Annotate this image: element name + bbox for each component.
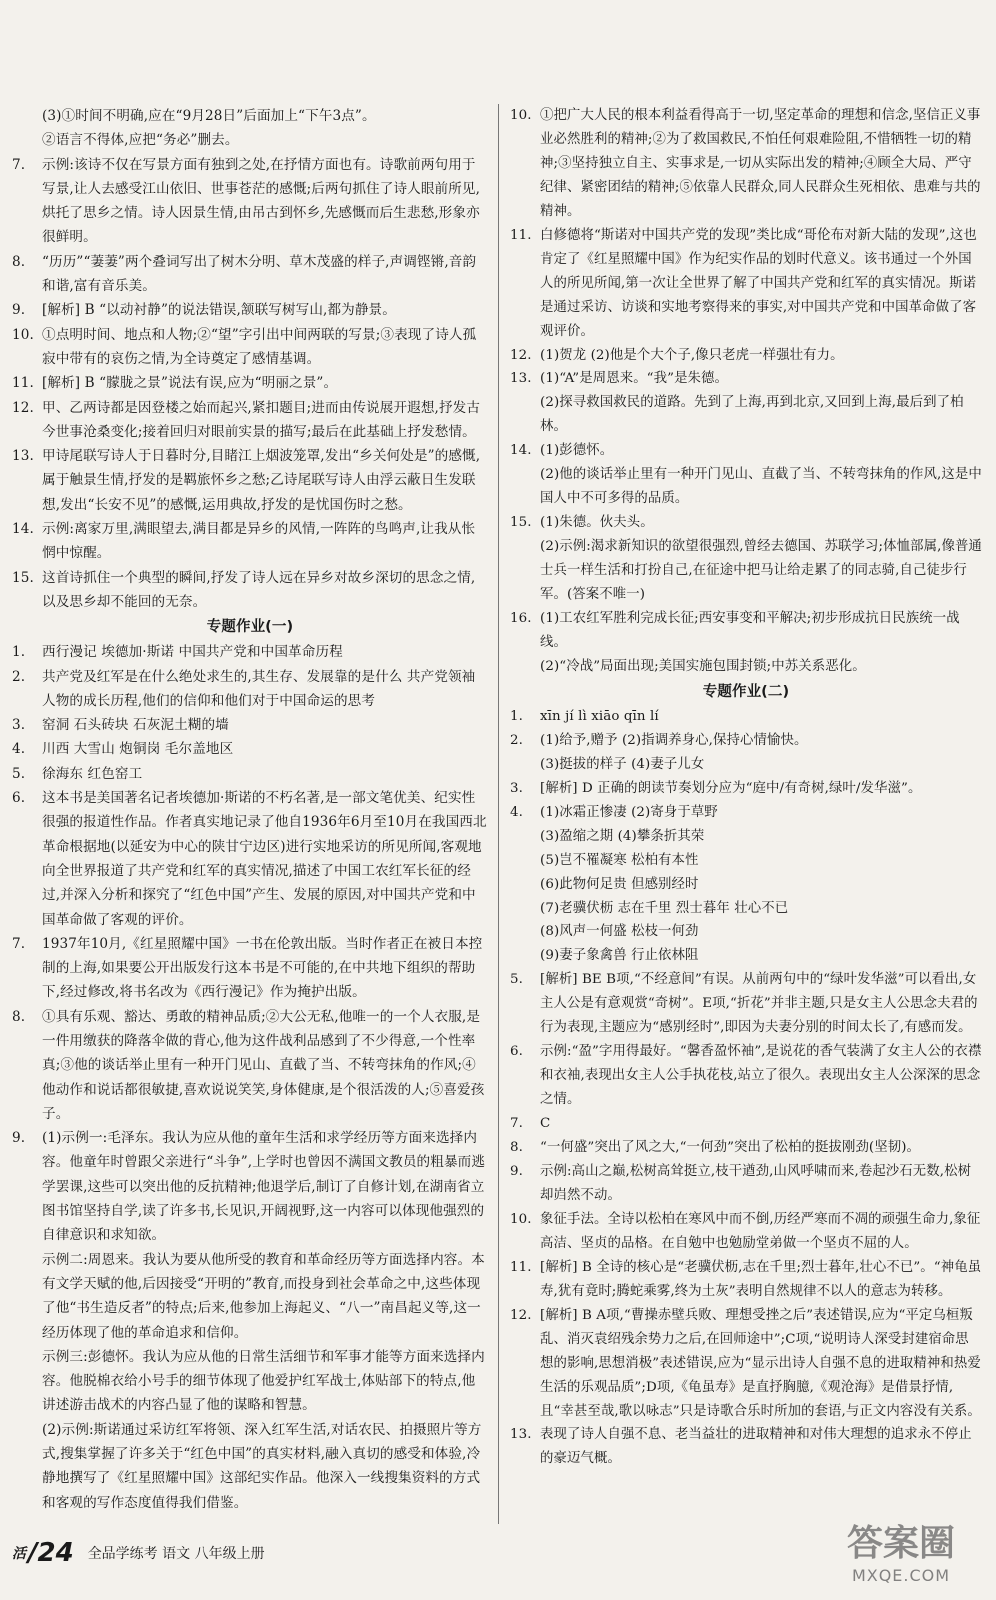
answer-item [12, 786, 488, 932]
item-text: “一何盛”突出了风之大,“一何劲”突出了松柏的挺拔刚劲(坚韧)。 [540, 1140, 921, 1156]
item-text: (1)“A”是周恩来。“我”是朱德。 [540, 371, 729, 387]
item-number: 6. [12, 790, 26, 807]
item-text: (2)“冷战”局面出现;美国实施包围封锁;中苏关系恶化。 [540, 658, 866, 674]
answer-item [510, 1136, 982, 1160]
answer-item [12, 153, 488, 250]
item-number: 2. [12, 668, 26, 685]
answer-item [12, 762, 488, 786]
answer-item [12, 1248, 488, 1345]
item-text: (3)①时间不明确,应在“9月28日”后面加上“下午3点”。 [42, 108, 376, 124]
answer-item [510, 729, 982, 753]
item-number: 6. [510, 1044, 523, 1060]
item-text: [解析] B A项,“曹操赤壁兵败、理想受挫之后”表述错误,应为“平定乌桓叛乱、消灭袁绍残余势力之后,在回师途中”;C项,“说明诗人深受封建宿命思想的影响,思想消极”表述错误,应为“显示出诗人自强不息的进取精神和热爱生活的乐观品质”;D项,《龟虽寿》是直抒胸臆,《观沧海》是借景抒情,且“幸甚至哉,歌以咏志”只是诗歌合乐时所加的套语,与正文内容没有关系。 [540, 1307, 981, 1419]
item-text: ①点明时间、地点和人物;②“望”字引出中间两联的写景;③表现了诗人孤寂中带有的哀伤之情,为全诗奠定了感情基调。 [42, 326, 477, 367]
item-text: 示例:“盈”字用得最好。“馨香盈怀袖”,是说花的香气装满了女主人公的衣襟和衣袖,表现出女主人公手执花枝,站立了很久。表现出女主人公深深的思念之情。 [540, 1044, 982, 1108]
answer-item [510, 463, 982, 511]
item-text: (1)冰霜正惨凄 (2)寄身于草野 [540, 804, 718, 820]
item-text: ①具有乐观、豁达、勇敢的精神品质;②大公无私,他唯一的一个人衣服,是一件用缴获的降落伞做的背心,他为这件战利品感到了不少得意,一个性率真;③他的谈话举止里有一种开门见山、直截了当、不转弯抹角的作风;④他动作和说话都很敏捷,喜欢说说笑笑,身体健康,是个很活泼的人;⑤喜爱孩子。 [42, 1008, 485, 1122]
item-text: (1)给予,赠予 (2)指调养身心,保持心情愉快。 [540, 732, 808, 748]
item-text: (7)老骥伏枥 志在千里 烈士暮年 壮心不已 [540, 900, 789, 916]
item-number: 10. [510, 108, 532, 123]
item-number: 12. [510, 347, 532, 363]
page-number: /24 [28, 1538, 74, 1568]
item-number: 11. [12, 375, 34, 392]
item-text: 窑洞 石头砖块 石灰泥土糊的墙 [42, 717, 229, 734]
item-number [510, 463, 540, 511]
answer-item [510, 1208, 982, 1256]
answer-item [12, 1126, 488, 1247]
item-text: (1)工农红军胜利完成长征;西安事变和平解决;初步形成抗日民族统一战线。 [540, 611, 960, 650]
item-text: (2)他的谈话举止里有一种开门见山、直截了当、不转弯抹角的作风,这是中国人中不可多得的品质。 [540, 467, 982, 507]
item-text: 川西 大雪山 炮铜岗 毛尔盖地区 [42, 741, 234, 758]
item-text: 表现了诗人自强不息、老当益壮的进取精神和对伟大理想的追求永不停止的豪迈气概。 [540, 1427, 972, 1467]
answer-item [510, 511, 982, 535]
answer-item [510, 753, 982, 777]
item-text: ①把广大人民的根本利益看得高于一切,坚定革命的理想和信念,坚信正义事业必然胜利的精神;②为了救国救民,不怕任何艰难险阻,不惜牺牲一切的精神;③坚持独立自主、实事求是,一切从实际出发的精神;④顾全大局、严守纪律、紧密团结的精神;⑤依靠人民群众,同人民群众生死相依、患难与共的精神。 [540, 108, 981, 219]
answer-item [510, 1304, 982, 1424]
answer-item [510, 897, 982, 921]
item-text: (2)示例:斯诺通过采访红军将领、深入红军生活,对话农民、拍摄照片等方式,搜集掌握了许多关于“红色中国”的真实材料,融入真切的感受和体验,冷静地撰写了《红星照耀中国》这部纪实作品。他深入一线搜集资料的方式和客观的写作态度值得我们借鉴。 [42, 1421, 482, 1511]
section-title-1: 专题作业(一) [206, 619, 294, 636]
left-column [12, 104, 488, 1515]
answer-item [12, 665, 488, 714]
item-number: 9. [12, 1130, 26, 1147]
answer-item [12, 1005, 488, 1126]
item-number: 14. [12, 521, 34, 538]
item-text: [解析] D 正确的朗读节奏划分应为“庭中/有奇树,绿叶/发华滋”。 [540, 780, 922, 796]
item-text: (9)妻子象禽兽 行止依林阻 [540, 948, 699, 964]
item-number: 15. [12, 569, 34, 586]
item-number: 3. [12, 717, 26, 734]
item-number: 1. [12, 644, 26, 661]
section-title-2: 专题作业(二) [702, 683, 790, 700]
footer-prefix: 活 [12, 1546, 26, 1562]
item-text: 这本书是美国著名记者埃德加·斯诺的不朽名著,是一部文笔优美、纪实性很强的报道性作品。作者真实地记录了他自1936年6月至10月在我国西北革命根据地(以延安为中心的陕甘宁边区)进行实地采访的所见所闻,客观地向全世界报道了共产党和红军的真实情况,描述了中国工农红军长征的经过,并深入分析和探究了“红色中国”产生、发展的原因,对中国共产党和中国革命做了客观的评价。 [42, 790, 487, 928]
answer-item [12, 128, 488, 152]
item-number: 8. [12, 1008, 26, 1025]
item-text: (1)示例一:毛泽东。我认为应从他的童年生活和求学经历等方面来选择内容。他童年时曾跟父亲进行“斗争”,上学时也曾因不满国文教员的粗暴而逃学罢课,这些可以突出他的反抗精神;他退学后,制订了自修计划,在湖南省立图书馆坚持自学,读了许多书,长见识,开阔视野,这一内容可以体现他强烈的自律意识和求知欲。 [42, 1130, 486, 1244]
answer-item [510, 825, 982, 849]
watermark-text: 答案圈 [846, 1523, 955, 1564]
item-text: 白修德将“斯诺对中国共产党的发现”类比成“哥伦布对新大陆的发现”,这也肯定了《红星照耀中国》作为纪实作品的划时代意义。该书通过一个外国人的所见所闻,第一次让全世界了解了中国共产党和红军的真实情况。斯诺是通过采访、访谈和实地考察得来的事实,对中国共产党和中国革命做了客观评价。 [540, 227, 977, 339]
answer-item [12, 640, 488, 664]
item-number [12, 1345, 42, 1418]
item-number: 12. [12, 399, 34, 416]
answer-item [12, 713, 488, 737]
item-number: 7. [12, 156, 26, 173]
item-number [510, 920, 540, 944]
item-number: 2. [510, 732, 523, 748]
right-column [510, 104, 982, 1471]
answer-item [510, 1160, 982, 1208]
item-text: “历历”“萋萋”两个叠词写出了树木分明、草木茂盛的样子,声调铿锵,音韵和谐,富有音乐美。 [42, 253, 477, 295]
answer-item [510, 1112, 982, 1136]
answer-item [12, 250, 488, 299]
answer-item [12, 1418, 488, 1515]
answer-item [510, 104, 982, 224]
item-number: 1. [510, 708, 523, 724]
item-number: 4. [12, 741, 26, 758]
answer-item [510, 391, 982, 439]
item-number: 4. [510, 804, 523, 820]
answer-item [510, 655, 982, 679]
item-text: 示例:离家万里,满眼望去,满目都是异乡的风情,一阵阵的鸟鸣声,让我从怅惘中惊醒。 [42, 521, 476, 562]
item-text: 甲诗尾联写诗人于日暮时分,目睹江上烟波笼罩,发出“乡关何处是”的感慨,属于触景生情,抒发的是羁旅怀乡之愁;乙诗尾联写诗人由浮云蔽日生发联想,发出“长安不见”的感慨,运用典故,抒发的是忧国伤时之愁。 [42, 448, 481, 513]
answer-item [510, 777, 982, 801]
item-number: 10. [12, 326, 34, 343]
answer-item [12, 323, 488, 372]
answer-item [510, 968, 982, 1040]
item-text: 共产党及红军是在什么绝处求生的,其生存、发展靠的是什么 共产党领袖人物的成长历程,他们的信仰和他们对于中国命运的思考 [42, 668, 476, 709]
item-number [510, 753, 540, 777]
item-text: (1)朱德。伙夫头。 [540, 515, 654, 531]
item-number: 8. [510, 1140, 523, 1156]
item-text: [解析] B “以动衬静”的说法错误,颔联写树写山,都为静景。 [42, 302, 396, 319]
item-text: (3)挺拔的样子 (4)妻子儿女 [540, 756, 705, 772]
item-text: C [540, 1116, 551, 1132]
answer-item [510, 224, 982, 344]
item-number: 9. [510, 1163, 523, 1179]
answer-item [510, 1256, 982, 1304]
item-number: 14. [510, 443, 532, 459]
item-number: 15. [510, 515, 532, 531]
watermark-logo [826, 1522, 976, 1592]
item-number: 7. [12, 935, 26, 952]
item-number: 9. [12, 302, 26, 319]
answer-item [12, 396, 488, 445]
right-answer-list [510, 104, 982, 679]
answer-item [510, 535, 982, 607]
item-number: 13. [510, 371, 532, 387]
item-number: 13. [510, 1427, 532, 1443]
answer-item [12, 371, 488, 395]
answer-item [12, 444, 488, 517]
answer-item [510, 849, 982, 873]
answer-item [510, 1423, 982, 1471]
answer-item [510, 920, 982, 944]
item-text: 示例三:彭德怀。我认为应从他的日常生活细节和军事才能等方面来选择内容。他脱棉衣给小号手的细节体现了他爱护红军战士,体贴部下的特点,他讲述游击战术的内容凸显了他的谋略和智慧。 [42, 1348, 485, 1414]
answer-item [510, 367, 982, 391]
item-number [12, 1418, 42, 1515]
item-number [12, 128, 42, 152]
item-text: 示例:该诗不仅在写景方面有独到之处,在抒情方面也有。诗歌前两句用于写景,让人去感受江山依旧、世事苍茫的感慨;后两句抓住了诗人眼前所见,烘托了思乡之情。诗人因景生情,由吊古到怀乡,先感慨而后生悲愁,形象亦很鲜明。 [42, 156, 481, 246]
item-number [510, 655, 540, 679]
answer-item [12, 1345, 488, 1418]
item-number: 12. [510, 1307, 532, 1323]
item-number: 7. [510, 1116, 523, 1132]
section-2-answer-list [510, 705, 982, 1472]
item-text: 示例:高山之巅,松树高耸挺立,枝干遒劲,山风呼啸而来,卷起沙石无数,松树却岿然不动。 [540, 1163, 972, 1203]
item-number: 3. [510, 780, 523, 796]
item-number: 11. [510, 227, 532, 243]
item-number: 16. [510, 611, 532, 627]
item-number [510, 873, 540, 897]
answer-item [12, 737, 488, 761]
answer-item [510, 607, 982, 655]
answer-item [510, 801, 982, 825]
item-number: 8. [12, 253, 26, 270]
answer-item [510, 944, 982, 968]
item-text: 1937年10月,《红星照耀中国》一书在伦敦出版。当时作者正在被日本控制的上海,如果要公开出版发行这本书是不可能的,在中共地下组织的帮助下,经过修改,将书名改为《西行漫记》作为掩护出版。 [42, 935, 483, 1001]
item-text: (8)风声一何盛 松枝一何劲 [540, 924, 699, 940]
item-number: 5. [510, 972, 523, 988]
item-number [510, 944, 540, 968]
item-number: 10. [510, 1211, 532, 1227]
item-text: 徐海东 红色窑工 [42, 765, 143, 782]
item-text: (2)探寻救国救民的道路。先到了上海,再到北京,又回到上海,最后到了柏林。 [540, 395, 964, 435]
item-text: (1)彭德怀。 [540, 443, 614, 459]
item-text: xīn jí lì xiāo qīn lí [540, 708, 659, 724]
item-number: 13. [12, 448, 34, 465]
answer-item [12, 932, 488, 1005]
item-number [510, 897, 540, 921]
item-text: 甲、乙两诗都是因登楼之始而起兴,紧扣题目;进而由传说展开遐想,抒发古今世事沧桑变化;接着回归对眼前实景的描写;最后在此基础上抒发愁情。 [42, 399, 481, 440]
item-text: (3)盈缩之期 (4)攀条折其荣 [540, 828, 705, 844]
left-answer-list [12, 104, 488, 614]
item-text: (1)贺龙 (2)他是个大个子,像只老虎一样强壮有力。 [540, 347, 844, 363]
item-text: 西行漫记 埃德加·斯诺 中国共产党和中国革命历程 [42, 644, 343, 661]
section-1-answer-list [12, 640, 488, 1515]
item-text: (5)岂不罹凝寒 松柏有本性 [540, 852, 699, 868]
answer-item [12, 104, 488, 128]
item-number: 11. [510, 1259, 532, 1275]
answer-item [510, 1040, 982, 1112]
item-text: [解析] B 全诗的核心是“老骥伏枥,志在千里;烈士暮年,壮心不已”。“神龟虽寿,犹有竟时;腾蛇乘雾,终为土灰”表明自然规律不以人的意志为转移。 [540, 1259, 982, 1299]
page-footer [12, 1536, 265, 1570]
item-text: [解析] B “朦胧之景”说法有误,应为“明丽之景”。 [42, 375, 338, 392]
item-number [510, 825, 540, 849]
watermark-url: MXQE.COM [851, 1566, 951, 1585]
answer-item [510, 873, 982, 897]
answer-item [12, 566, 488, 615]
answer-item [12, 298, 488, 322]
item-number: 5. [12, 765, 26, 782]
item-number [510, 391, 540, 439]
answer-item [12, 517, 488, 566]
book-info: 全品学练考 语文 八年级上册 [87, 1546, 265, 1562]
item-number [510, 849, 540, 873]
column-divider [498, 104, 499, 1524]
item-text: 象征手法。全诗以松柏在寒风中而不倒,历经严寒而不凋的顽强生命力,象征高洁、坚贞的品格。在自勉中也勉励堂弟做一个坚贞不屈的人。 [540, 1211, 981, 1251]
item-text: (6)此物何足贵 但感别经时 [540, 876, 699, 892]
item-number [12, 1248, 42, 1345]
answer-item [510, 439, 982, 463]
answer-item [510, 705, 982, 729]
item-text: (2)示例:渴求新知识的欲望很强烈,曾经去德国、苏联学习;体恤部属,像普通士兵一样生活和打扮自己,在征途中把马让给走累了的同志骑,自己徒步行军。(答案不唯一) [540, 539, 982, 603]
item-number [12, 104, 42, 128]
item-text: ②语言不得体,应把“务必”删去。 [42, 132, 239, 149]
item-number [510, 535, 540, 607]
item-text: 这首诗抓住一个典型的瞬间,抒发了诗人远在异乡对故乡深切的思念之情,以及思乡却不能回的无奈。 [42, 569, 476, 610]
item-text: [解析] BE B项,“不经意间”有误。从前两句中的“绿叶发华滋”可以看出,女主人公是有意观赏“奇树”。E项,“折花”并非主题,只是女主人公思念夫君的行为表现,主题应为“感别经时”,即因为夫妻分别的时间太长了,有感而发。 [540, 972, 978, 1036]
answer-item [510, 344, 982, 368]
item-text: 示例二:周恩来。我认为要从他所受的教育和革命经历等方面选择内容。本有文学天赋的他,后因接受“开明的”教育,而投身到社会革命之中,这些体现了他“书生造反者”的特点;后来,他参加上海起义、“八一”南昌起义等,这一经历体现了他的革命追求和信仰。 [42, 1251, 485, 1341]
